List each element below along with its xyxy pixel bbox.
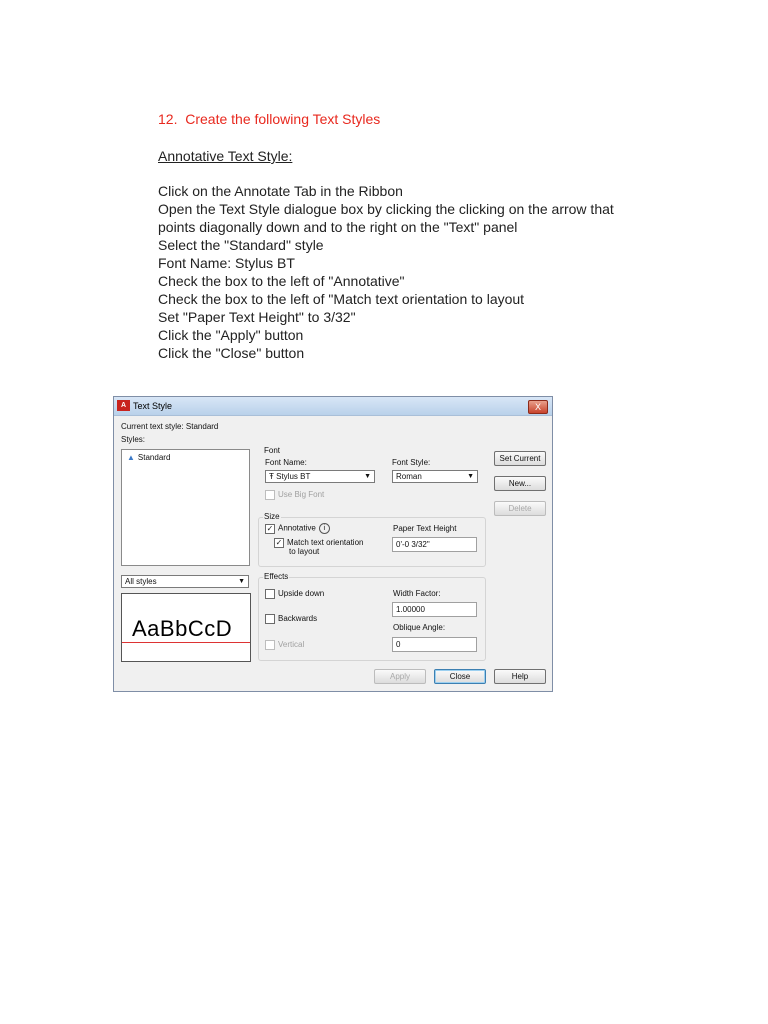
list-item[interactable]: [127, 453, 170, 462]
step-line: Click the "Apply" button: [158, 327, 304, 343]
step-line: Click the "Close" button: [158, 345, 305, 361]
instruction-steps: [158, 182, 614, 362]
step-line: Check the box to the left of "Match text orientation to layout: [158, 291, 525, 307]
apply-button[interactable]: Apply: [374, 669, 426, 684]
style-preview: [121, 593, 251, 662]
backwards-label: Backwards: [278, 614, 318, 624]
paper-height-label: Paper Text Height: [393, 524, 457, 533]
match-orientation-label: [287, 538, 363, 556]
chevron-down-icon: ▼: [238, 578, 245, 585]
step-line: Open the Text Style dialogue box by clicking the clicking on the arrow that: [158, 201, 614, 217]
autocad-app-icon: A: [117, 400, 130, 411]
preview-sample-text: AaBbCcD: [132, 616, 233, 641]
oblique-angle-input[interactable]: 0: [392, 637, 477, 652]
new-style-button[interactable]: New...: [494, 476, 546, 491]
section-subheading: Annotative Text Style:: [158, 148, 293, 164]
styles-listbox[interactable]: [121, 449, 250, 566]
annotative-style-icon: ▲: [127, 453, 135, 462]
font-name-dropdown[interactable]: [265, 470, 375, 483]
step-line: Set "Paper Text Height" to 3/32": [158, 309, 356, 325]
use-big-font-option[interactable]: [265, 490, 324, 500]
match-orientation-option[interactable]: [274, 538, 363, 556]
current-style-label: Current text style: Standard: [121, 422, 219, 431]
instruction-heading: 12. Create the following Text Styles: [158, 111, 381, 127]
step-line: points diagonally down and to the right on the "Text" panel: [158, 219, 518, 235]
step-line: Select the "Standard" style: [158, 237, 324, 253]
backwards-checkbox[interactable]: [265, 614, 275, 624]
chevron-down-icon: ▼: [467, 473, 474, 480]
paper-height-input[interactable]: 0'-0 3/32": [392, 537, 477, 552]
upside-down-option[interactable]: [265, 589, 324, 599]
font-style-value: Roman: [396, 472, 422, 481]
style-filter-dropdown[interactable]: [121, 575, 249, 588]
font-style-label: Font Style:: [392, 458, 431, 467]
close-icon[interactable]: X: [528, 400, 548, 414]
preview-baseline: [122, 642, 250, 643]
vertical-option[interactable]: [265, 640, 304, 650]
style-filter-value: All styles: [125, 577, 157, 586]
font-group-label: Font: [264, 446, 281, 455]
backwards-option[interactable]: [265, 614, 317, 624]
annotative-checkbox[interactable]: ✓: [266, 523, 274, 533]
step-line: Font Name: Stylus BT: [158, 255, 295, 271]
font-name-value: Stylus BT: [276, 472, 311, 481]
set-current-button[interactable]: Set Current: [494, 451, 546, 466]
effects-group-label: Effects: [264, 572, 289, 581]
dialog-title: Text Style: [133, 401, 173, 411]
font-name-label: Font Name:: [265, 458, 307, 467]
text-style-dialog: [113, 396, 553, 692]
annotative-label: Annotative: [278, 523, 316, 533]
vertical-checkbox[interactable]: [265, 640, 275, 650]
width-factor-label: Width Factor:: [393, 589, 441, 598]
annotative-option[interactable]: [265, 523, 330, 534]
vertical-label: Vertical: [278, 640, 305, 650]
step-line: Check the box to the left of "Annotative": [158, 273, 405, 289]
step-line: Click on the Annotate Tab in the Ribbon: [158, 183, 403, 199]
size-group-label: Size: [264, 512, 280, 521]
font-style-dropdown[interactable]: [392, 470, 478, 483]
match-orientation-checkbox[interactable]: ✓: [275, 538, 283, 547]
match-orientation-label-line1: Match text orientation: [287, 538, 364, 547]
styles-label: Styles:: [121, 435, 146, 444]
info-icon[interactable]: i: [319, 523, 330, 534]
delete-button[interactable]: Delete: [494, 501, 546, 516]
use-big-font-label: Use Big Font: [278, 490, 325, 500]
use-big-font-checkbox[interactable]: [265, 490, 275, 500]
truetype-font-icon: Ŧ: [269, 472, 274, 481]
close-button[interactable]: Close: [434, 669, 486, 684]
upside-down-label: Upside down: [278, 589, 325, 599]
width-factor-input[interactable]: 1.00000: [392, 602, 477, 617]
dialog-titlebar[interactable]: [114, 397, 552, 416]
upside-down-checkbox[interactable]: [265, 589, 275, 599]
match-orientation-label-line2: to layout: [289, 547, 320, 556]
help-button[interactable]: Help: [494, 669, 546, 684]
oblique-angle-label: Oblique Angle:: [393, 623, 446, 632]
chevron-down-icon: ▼: [364, 473, 371, 480]
style-name: Standard: [137, 453, 171, 462]
